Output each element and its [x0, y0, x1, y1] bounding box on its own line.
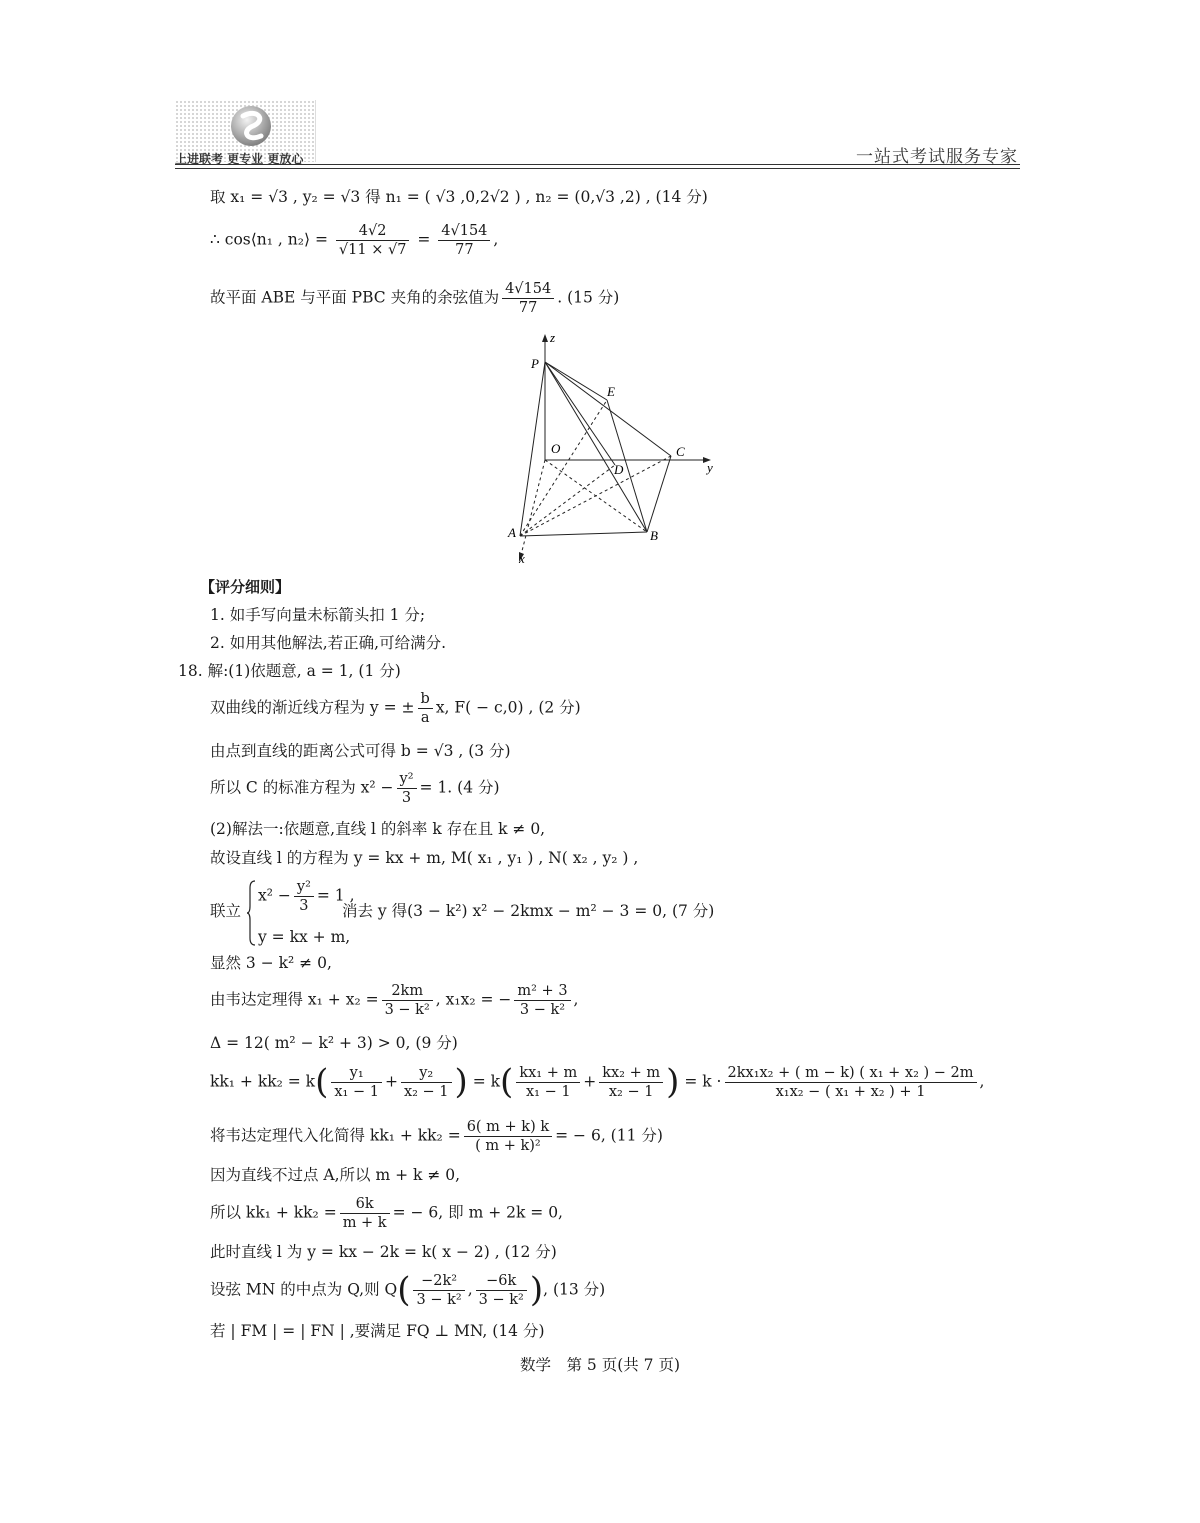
fraction: $\frac{\text{kx₂ + m}}{\text{x₂ − 1}}$ [599, 1064, 663, 1101]
q18-line: 此时直线 l 为 y = kx − 2k = k( x − 2) , (12 分) [210, 1243, 557, 1261]
fraction: $\frac{\text{kx₁ + m}}{\text{x₁ − 1}}$ [516, 1064, 580, 1101]
q18-line: 由点到直线的距离公式可得 b = √3 , (3 分) [210, 742, 511, 760]
system-eq2: y = kx + m, [258, 928, 351, 946]
label-y: y [707, 460, 713, 475]
q18-standard-equation: 所以 C 的标准方程为 x² − $\frac{\text{y²}}{3}$ = 1. (4 分) [210, 771, 500, 807]
conclusion-line: 故平面 ABE 与平面 PBC 夹角的余弦值为 $\frac{4√154}{77}$ . (15 分) [210, 281, 620, 317]
fraction: $\frac{4√154}{77}$ [438, 222, 490, 259]
header-rule-thin [175, 168, 1020, 169]
fraction: $\frac{\text{−2k²}}{\text{3 − k²}}$ [413, 1272, 464, 1309]
fraction: $\frac{\text{y²}}{3}$ [294, 878, 314, 915]
page-header [175, 96, 1020, 171]
label-P: P [531, 356, 539, 371]
q18-line: 若 | FM | = | FN | ,要满足 FQ ⊥ MN, (14 分) [210, 1322, 545, 1340]
logo-emblem-icon [223, 102, 283, 148]
label-B: B [650, 528, 658, 543]
header-slogan: 一站式考试服务专家 [856, 147, 1018, 167]
fraction: $\frac{4√2}{√11 \times √7}$ [336, 222, 410, 259]
label-E: E [607, 384, 615, 399]
system-tail: 消去 y 得(3 − k²) x² − 2kmx − m² − 3 = 0, (7 分) [342, 902, 715, 920]
label-A: A [508, 525, 516, 540]
fraction: $\frac{\text{y₂}}{\text{x₂ − 1}}$ [401, 1064, 452, 1101]
logo-text: 上进联考 更专业 更放心 [175, 152, 304, 166]
fraction: $\frac{\text{y²}}{3}$ [397, 770, 417, 807]
fraction: $\frac{4√154}{77}$ [502, 280, 554, 317]
q18-slope-sum: kk₁ + kk₂ = k( $\frac{\text{y₁}}{\text{x₁ − 1}}$ + $\frac{\text{y₂}}{\text{x₂ − 1}}$ ) = k( $\frac{\text{kx₁ + m}}{\text{x₁ − 1}}$ + $\frac{\text{kx₂ + m}}{\text{x₂ − 1}}$ ) = k · $\frac{\text{2kx₁x₂ + ( m − k) ( x₁ + x₂ ) − 2m}}{\text{x₁x₂ − ( x₁ + x₂ ) + 1}}$ , [210, 1062, 985, 1102]
label-D: D [614, 462, 624, 477]
fraction: $\frac{6k}{m + k}$ [340, 1195, 390, 1232]
q18-line: 故设直线 l 的方程为 y = kx + m, M( x₁ , y₁ ) , N( x₂ , y₂ ) , [210, 849, 639, 867]
rubric-item: 1. 如手写向量未标箭头扣 1 分; [210, 606, 426, 624]
logo [175, 100, 316, 166]
rubric-item: 2. 如用其他解法,若正确,可给满分. [210, 634, 446, 652]
page-footer: 数学 第 5 页(共 7 页) [519, 1356, 681, 1374]
header-rule [175, 164, 1020, 165]
label-O: O [551, 441, 561, 456]
fraction: $\frac{-6k}{\text{3 − k²}}$ [476, 1272, 527, 1309]
q18-line: 18. 解:(1)依题意, a = 1, (1 分) [178, 662, 401, 680]
q18-midpoint: 设弦 MN 的中点为 Q,则 Q( $\frac{\text{−2k²}}{\text{3 − k²}}$ , $\frac{-6k}{\text{3 − k²}}$ ), (13 分) [210, 1270, 606, 1310]
fraction: $\frac{\text{2kx₁x₂ + ( m − k) ( x₁ + x₂ ) − 2m}}{\text{x₁x₂ − ( x₁ + x₂ ) + 1}}$ [725, 1064, 977, 1101]
label-x: x [519, 551, 525, 566]
label-C: C [676, 444, 685, 459]
q18-vieta: 由韦达定理得 x₁ + x₂ = $\frac{2km}{\text{3 − k²}}$ , x₁x₂ = − $\frac{\text{m² + 3}}{\text{3 − k²}}$ , [210, 983, 579, 1019]
rubric-title: 【评分细则】 [200, 578, 291, 596]
solution-line: 取 x₁ = √3 , y₂ = √3 得 n₁ = ( √3 ,0,2√2 ) , n₂ = (0,√3 ,2) , (14 分) [210, 188, 708, 206]
fraction: $\frac{\text{y₁}}{\text{x₁ − 1}}$ [331, 1064, 382, 1101]
conclusion-prefix: 故平面 ABE 与平面 PBC 夹角的余弦值为 [210, 288, 500, 307]
geometry-figure [495, 330, 755, 570]
q18-line: 显然 3 − k² ≠ 0, [210, 954, 332, 972]
q18-simplify: 将韦达定理代入化简得 kk₁ + kk₂ = $\frac{6( m + k) k}{\text{( m + k)²}}$ = − 6, (11 分) [210, 1119, 663, 1155]
fraction: $\frac{\text{m² + 3}}{\text{3 − k²}}$ [514, 982, 570, 1019]
fraction: $\frac{6( m + k) k}{\text{( m + k)²}}$ [464, 1118, 552, 1155]
fraction: $\frac{b}{a}$ [418, 690, 433, 727]
q18-line: (2)解法一:依题意,直线 l 的斜率 k 存在且 k ≠ 0, [210, 820, 546, 838]
label-z: z [550, 330, 556, 345]
cos-line: ∴ cos⟨n₁ , n₂⟩ = $\frac{4√2}{√11 \times √7}$ = $\frac{4√154}{77}$ , [210, 223, 499, 259]
brace-icon [246, 880, 256, 946]
q18-asymptote: 双曲线的渐近线方程为 y = ± $\frac{b}{a}$ x, F( − c,0) , (2 分) [210, 691, 581, 727]
cos-prefix: ∴ cos⟨n₁ , n₂⟩ = [210, 230, 328, 249]
system-eq1: x² − $\frac{\text{y²}}{3}$ = 1 , [258, 879, 355, 915]
fraction: $\frac{2km}{\text{3 − k²}}$ [382, 982, 433, 1019]
q18-line: Δ = 12( m² − k² + 3) > 0, (9 分) [210, 1034, 458, 1052]
q18-slope-result: 所以 kk₁ + kk₂ = $\frac{6k}{m + k}$ = − 6, 即 m + 2k = 0, [210, 1196, 563, 1232]
system-label: 联立 [210, 902, 242, 920]
q18-line: 因为直线不过点 A,所以 m + k ≠ 0, [210, 1166, 461, 1184]
